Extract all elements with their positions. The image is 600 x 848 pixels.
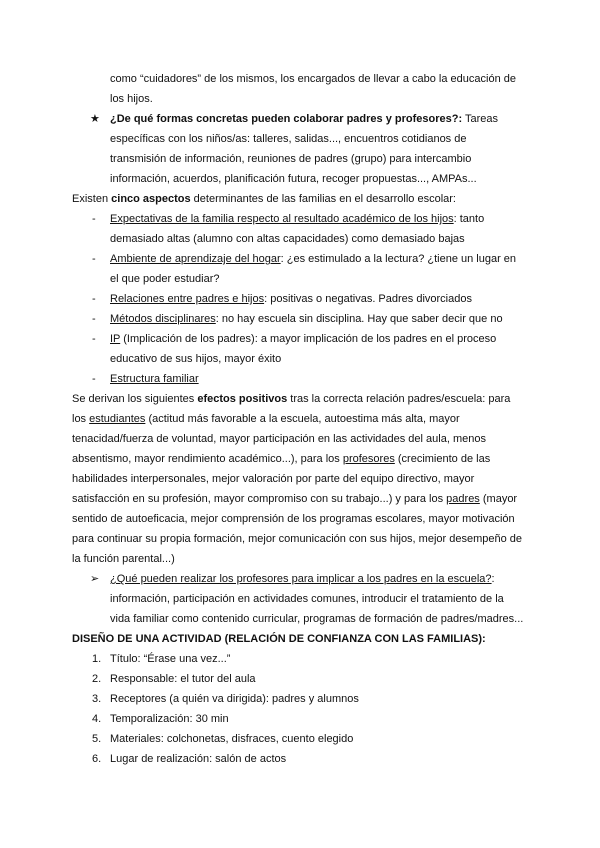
dash-marker: - (92, 213, 96, 225)
text-line: información, participación en actividades comunes, introducir el tratamiento de la (110, 593, 504, 605)
aspect-item (110, 312, 503, 326)
text-line: vida familiar como contenido curricular, programas de formación de padres/madres... (110, 613, 524, 625)
list-number: 3. (92, 693, 102, 705)
dash-marker: - (92, 333, 96, 345)
list-item: Responsable: el tutor del aula (110, 673, 256, 685)
effects-line (72, 412, 460, 426)
effects-line: para continuar su propia formación, mejor comunicación con sus hijos, mejor desempeño de (72, 533, 523, 545)
list-item: Receptores (a quién va dirigida): padres y alumnos (110, 693, 359, 705)
aspect-text: (Implicación de los padres): a mayor implicación de los padres en el proceso (120, 333, 497, 345)
collab-question-line (110, 112, 498, 126)
text-line: información, acuerdos, planificación futura, recoger propuestas..., AMPAs... (110, 173, 477, 185)
list-number: 1. (92, 653, 102, 665)
section-heading: DISEÑO DE UNA ACTIVIDAD (RELACIÓN DE CONFIANZA CON LAS FAMILIAS): (72, 633, 486, 645)
dash-marker: - (92, 293, 96, 305)
text-span-bold: cinco aspectos (111, 193, 191, 205)
star-icon: ★ (90, 113, 100, 125)
aspect-text: : no hay escuela sin disciplina. Hay que saber decir que no (215, 313, 503, 325)
text-span: : (491, 573, 495, 585)
aspect-item (110, 212, 484, 226)
effects-line (72, 492, 517, 506)
effects-line: la función parental...) (72, 553, 175, 565)
list-item: Lugar de realización: salón de actos (110, 753, 287, 765)
text-span-bold: efectos positivos (197, 393, 288, 405)
list-number: 4. (92, 713, 102, 725)
effects-line (72, 452, 490, 466)
text-line: educativo de sus hijos, mayor éxito (110, 353, 282, 365)
dash-marker: - (92, 313, 96, 325)
text-span: (actitud más favorable a la escuela, autoestima más alta, mayor (145, 413, 460, 425)
text-span: tras la correcta relación padres/escuela: para (287, 393, 511, 405)
aspect-term: Métodos disciplinares (110, 313, 216, 325)
arrow-bullet-icon: ➢ (90, 573, 100, 585)
effects-line (72, 392, 510, 406)
list-number: 5. (92, 733, 102, 745)
text-span: satisfacción en su profesión, mayor compromiso con su trabajo...) y para los (72, 493, 447, 505)
effects-line: habilidades interpersonales, mejor valoración por parte del equipo directivo, mayor (72, 473, 475, 485)
aspect-item (110, 292, 472, 306)
dash-marker: - (92, 373, 96, 385)
list-item: Temporalización: 30 min (110, 713, 229, 725)
list-number: 6. (92, 753, 102, 765)
aspect-text: : positivas o negativas. Padres divorciados (264, 293, 472, 305)
aspect-term: Estructura familiar (110, 373, 199, 385)
text-span: Existen (72, 193, 112, 205)
collab-question: ¿De qué formas concretas pueden colaborar padres y profesores?: (110, 113, 463, 125)
list-item: Materiales: colchonetas, disfraces, cuento elegido (110, 733, 354, 745)
aspect-term: Ambiente de aprendizaje del hogar (110, 253, 281, 265)
aspect-term: Expectativas de la familia respecto al resultado académico de los hijos (110, 213, 454, 225)
text-span-underlined: profesores (342, 453, 395, 465)
dash-marker: - (92, 253, 96, 265)
text-line: el que poder estudiar? (110, 273, 220, 285)
text-span-underlined: padres (446, 493, 480, 505)
text-line: los hijos. (110, 93, 153, 105)
aspects-intro (72, 192, 456, 206)
aspect-item (110, 252, 516, 266)
collab-answer-start: Tareas (462, 113, 498, 125)
text-line: transmisión de información, reuniones de padres (grupo) para intercambio (110, 153, 472, 165)
effects-line: tenacidad/fuerza de voluntad, mayor participación en las actividades del aula, menos (72, 433, 486, 445)
aspect-text: : ¿es estimulado a la lectura? ¿tiene un lugar en (280, 253, 517, 265)
text-span: (crecimiento de las (394, 453, 491, 465)
text-line: demasiado altas (alumno con altas capacidades) como demasiado bajas (110, 233, 465, 245)
teachers-question-line (110, 572, 495, 586)
aspect-term: IP (110, 333, 121, 345)
text-line: como “cuidadores” de los mismos, los encargados de llevar a cabo la educación de (110, 73, 516, 85)
aspect-item (110, 332, 496, 346)
text-span: absentismo, mayor rendimiento académico...), para los (72, 453, 343, 465)
text-line: específicas con los niños/as: talleres, salidas..., encuentros cotidianos de (110, 133, 467, 145)
list-item: Título: “Érase una vez...” (110, 653, 231, 665)
teachers-question: ¿Qué pueden realizar los profesores para implicar a los padres en la escuela? (110, 573, 492, 585)
text-span: determinantes de las familias en el desarrollo escolar: (190, 193, 456, 205)
aspect-term: Relaciones entre padres e hijos (110, 293, 265, 305)
effects-line: sentido de autoeficacia, mejor comprensión de los programas escolares, mayor motivación (72, 513, 515, 525)
list-number: 2. (92, 673, 102, 685)
aspect-text: : tanto (453, 213, 485, 225)
text-span: Se derivan los siguientes (72, 393, 198, 405)
aspect-item (110, 372, 199, 386)
text-span: los (72, 413, 90, 425)
text-span-underlined: estudiantes (89, 413, 146, 425)
text-span: (mayor (479, 493, 518, 505)
